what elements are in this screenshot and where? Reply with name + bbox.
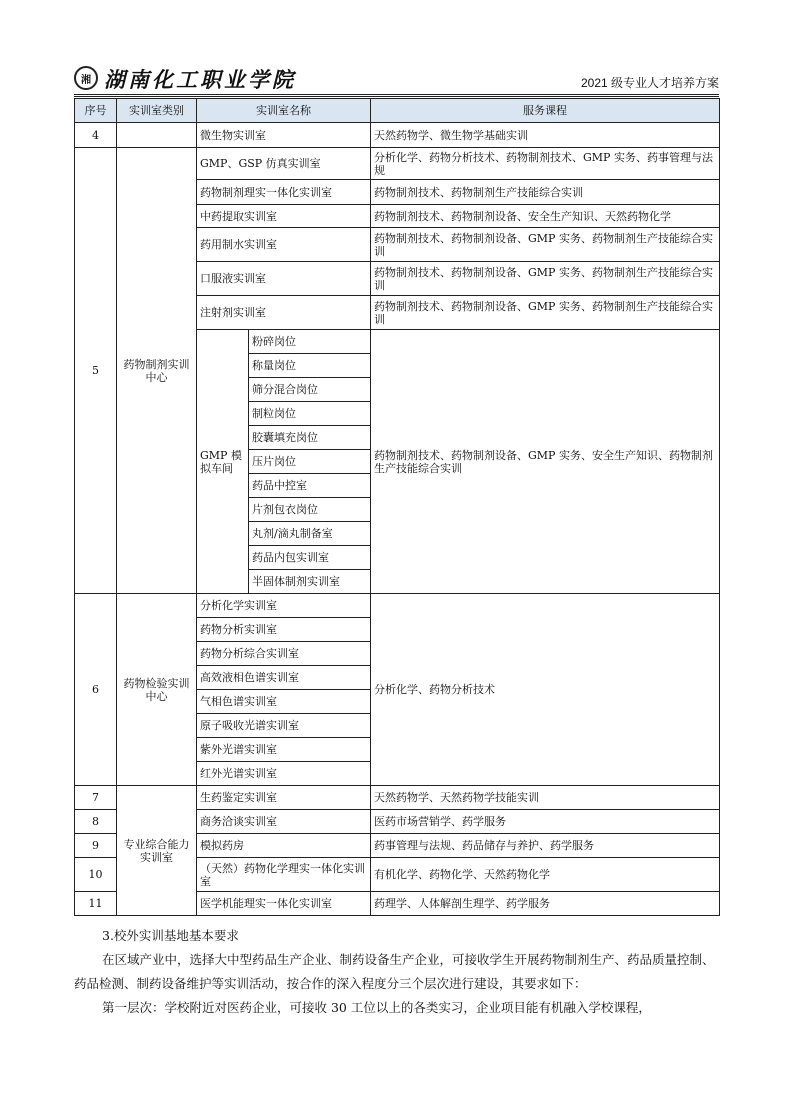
category-cell: 药物制剂实训中心 <box>117 148 197 594</box>
room-cell: 药物制剂理实一体化实训室 <box>197 180 371 205</box>
row-no: 8 <box>75 810 117 834</box>
table-row <box>75 148 720 180</box>
room-cell: （天然）药物化学理实一体化实训室 <box>197 858 371 892</box>
courses-cell: 天然药物学、天然药物学技能实训 <box>371 786 720 810</box>
room-cell: 微生物实训室 <box>197 123 371 148</box>
school-seal-icon: 湘 <box>74 66 98 90</box>
table-header-row <box>75 99 720 123</box>
courses-cell: 药物制剂技术、药物制剂设备、GMP 实务、安全生产知识、药物制剂生产技能综合实训 <box>371 330 720 594</box>
courses-cell: 有机化学、药物化学、天然药物化学 <box>371 858 720 892</box>
post-cell: 称量岗位 <box>249 354 371 378</box>
col-header-category: 实训室类别 <box>117 99 197 123</box>
table-row <box>75 786 720 810</box>
room-cell: 医学机能理实一体化实训室 <box>197 892 371 916</box>
room-cell: 生药鉴定实训室 <box>197 786 371 810</box>
room-cell: 紫外光谱实训室 <box>197 738 371 762</box>
post-cell: 粉碎岗位 <box>249 330 371 354</box>
table-row <box>75 123 720 148</box>
col-header-courses: 服务课程 <box>371 99 720 123</box>
courses-cell: 分析化学、药物分析技术、药物制剂技术、GMP 实务、药事管理与法规 <box>371 148 720 180</box>
room-cell: 药用制水实训室 <box>197 228 371 262</box>
row-no: 11 <box>75 892 117 916</box>
row-no: 5 <box>75 148 117 594</box>
room-cell: GMP、GSP 仿真实训室 <box>197 148 371 180</box>
post-cell: 制粒岗位 <box>249 402 371 426</box>
header-rule <box>74 94 719 95</box>
category-cell: 专业综合能力实训室 <box>117 786 197 916</box>
document-label: 2021 级专业人才培养方案 <box>580 76 719 90</box>
courses-cell: 医药市场营销学、药学服务 <box>371 810 720 834</box>
body-paragraph: 在区域产业中，选择大中型药品生产企业、制药设备生产企业，可接收学生开展药物制剂生产、药品质量控制、药品检测、制药设备维护等实训活动，按合作的深入程度分三个层次进行建设，其要求如下： <box>74 952 715 991</box>
room-cell: 口服液实训室 <box>197 262 371 296</box>
row-no: 4 <box>75 123 117 148</box>
post-cell: 药品中控室 <box>249 474 371 498</box>
col-header-room: 实训室名称 <box>197 99 371 123</box>
room-cell: 高效液相色谱实训室 <box>197 666 371 690</box>
room-cell: 模拟药房 <box>197 834 371 858</box>
courses-cell: 分析化学、药物分析技术 <box>371 594 720 786</box>
page-header <box>74 62 719 96</box>
room-cell: 气相色谱实训室 <box>197 690 371 714</box>
courses-cell: 药物制剂技术、药物制剂设备、GMP 实务、药物制剂生产技能综合实训 <box>371 228 720 262</box>
section-heading: 3.校外实训基地基本要求 <box>102 928 239 943</box>
room-cell: 分析化学实训室 <box>197 594 371 618</box>
category-cell: 药物检验实训中心 <box>117 594 197 786</box>
header-rule-2 <box>74 96 719 97</box>
col-header-no: 序号 <box>75 99 117 123</box>
school-name-logo: 湖南化工职业学院 <box>104 67 296 92</box>
room-cell: 原子吸收光谱实训室 <box>197 714 371 738</box>
courses-cell: 药物制剂技术、药物制剂设备、安全生产知识、天然药物化学 <box>371 205 720 228</box>
courses-cell: 药物制剂技术、药物制剂设备、GMP 实务、药物制剂生产技能综合实训 <box>371 296 720 330</box>
row-no: 6 <box>75 594 117 786</box>
courses-cell: 药理学、人体解剖生理学、药学服务 <box>371 892 720 916</box>
post-cell: 药品内包实训室 <box>249 546 371 570</box>
post-cell: 丸剂/滴丸制备室 <box>249 522 371 546</box>
category-cell <box>117 123 197 148</box>
courses-cell: 天然药物学、微生物学基础实训 <box>371 123 720 148</box>
workshop-cell: GMP 模拟车间 <box>197 330 249 594</box>
post-cell: 胶囊填充岗位 <box>249 426 371 450</box>
table-row <box>75 594 720 618</box>
courses-cell: 药物制剂技术、药物制剂设备、GMP 实务、药物制剂生产技能综合实训 <box>371 262 720 296</box>
post-cell: 片剂包衣岗位 <box>249 498 371 522</box>
room-cell: 药物分析综合实训室 <box>197 642 371 666</box>
room-cell: 红外光谱实训室 <box>197 762 371 786</box>
post-cell: 半固体制剂实训室 <box>249 570 371 594</box>
room-cell: 中药提取实训室 <box>197 205 371 228</box>
room-cell: 药物分析实训室 <box>197 618 371 642</box>
post-cell: 筛分混合岗位 <box>249 378 371 402</box>
row-no: 7 <box>75 786 117 810</box>
courses-cell: 药物制剂技术、药物制剂生产技能综合实训 <box>371 180 720 205</box>
row-no: 10 <box>75 858 117 892</box>
body-paragraph: 第一层次：学校附近对医药企业，可接收 30 工位以上的各类实习，企业项目能有机融入学校课程， <box>102 1000 651 1015</box>
post-cell: 压片岗位 <box>249 450 371 474</box>
room-cell: 注射剂实训室 <box>197 296 371 330</box>
row-no: 9 <box>75 834 117 858</box>
training-room-table <box>74 98 720 916</box>
room-cell: 商务洽谈实训室 <box>197 810 371 834</box>
courses-cell: 药事管理与法规、药品储存与养护、药学服务 <box>371 834 720 858</box>
